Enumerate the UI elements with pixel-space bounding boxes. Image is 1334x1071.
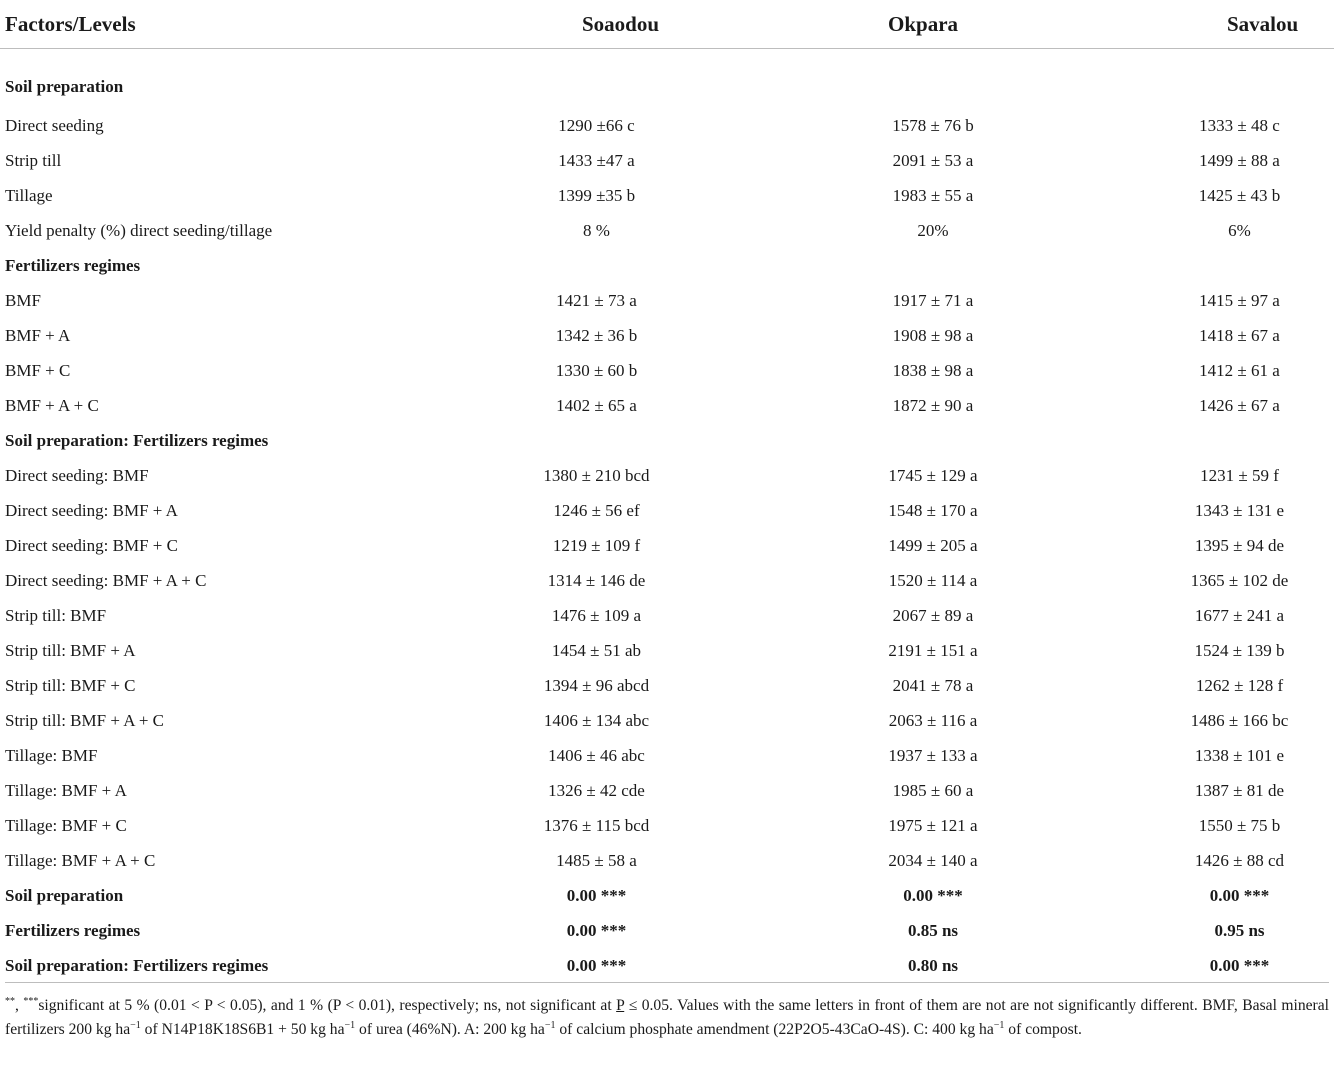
row-label: BMF + A xyxy=(5,326,71,345)
cell-savalou: 1550 ± 75 b xyxy=(1198,816,1281,835)
cell-okpara: 1499 ± 205 a xyxy=(888,536,978,555)
table-row xyxy=(0,354,1334,389)
cell-savalou: 1418 ± 67 a xyxy=(1199,326,1280,345)
row-label: Direct seeding: BMF + C xyxy=(5,536,178,555)
cell-okpara: 1548 ± 170 a xyxy=(888,501,978,520)
cell-okpara xyxy=(765,49,1105,109)
cell-savalou: 1425 ± 43 b xyxy=(1198,186,1281,205)
row-label: Soil preparation: Fertilizers regimes xyxy=(5,956,269,975)
cell-okpara xyxy=(765,424,1105,459)
footnote-text-5: of calcium phosphate amendment (22P2O5-43CaO-4S). C: 400 kg ha xyxy=(555,1021,994,1038)
row-label: Tillage: BMF xyxy=(5,746,98,765)
cell-soaodou: 1433 ±47 a xyxy=(558,151,635,170)
row-label: Direct seeding: BMF xyxy=(5,466,149,485)
footnote-exp-4: −1 xyxy=(993,1020,1005,1031)
cell-savalou: 1333 ± 48 c xyxy=(1199,116,1280,135)
table-header xyxy=(0,0,1334,49)
row-label: Strip till: BMF + C xyxy=(5,676,136,695)
cell-savalou: 0.00 *** xyxy=(1209,886,1270,905)
cell-okpara: 2041 ± 78 a xyxy=(892,676,974,695)
row-label: Direct seeding: BMF + A + C xyxy=(5,571,207,590)
row-label: Direct seeding xyxy=(5,116,104,135)
cell-okpara: 0.00 *** xyxy=(903,886,963,905)
table-row xyxy=(0,529,1334,564)
cell-okpara: 1983 ± 55 a xyxy=(892,186,974,205)
row-label: Tillage: BMF + C xyxy=(5,816,127,835)
cell-soaodou: 1402 ± 65 a xyxy=(556,396,637,415)
row-label: BMF + C xyxy=(5,361,71,380)
cell-savalou: 1426 ± 67 a xyxy=(1199,396,1280,415)
cell-okpara: 20% xyxy=(917,221,949,240)
table-row xyxy=(0,179,1334,214)
section-row xyxy=(0,879,1334,914)
cell-soaodou: 1406 ± 46 abc xyxy=(548,746,645,765)
cell-savalou: 6% xyxy=(1228,221,1251,240)
footnote-sep: , xyxy=(15,997,24,1014)
header-factors-levels: Factors/Levels xyxy=(0,0,420,49)
cell-okpara: 2063 ± 116 a xyxy=(888,711,978,730)
cell-okpara: 0.80 ns xyxy=(907,956,959,975)
cell-okpara: 1975 ± 121 a xyxy=(888,816,978,835)
cell-soaodou: 8 % xyxy=(583,221,610,240)
row-label: Soil preparation xyxy=(5,76,124,96)
cell-savalou: 1415 ± 97 a xyxy=(1199,291,1280,310)
cell-savalou: 0.00 *** xyxy=(1209,956,1270,975)
row-label: Tillage xyxy=(5,186,53,205)
row-label: Tillage: BMF + A xyxy=(5,781,127,800)
cell-savalou: 1412 ± 61 a xyxy=(1199,361,1280,380)
cell-okpara: 1985 ± 60 a xyxy=(892,781,974,800)
cell-soaodou: 1330 ± 60 b xyxy=(555,361,638,380)
footnote-text-4: of urea (46%N). A: 200 kg ha xyxy=(355,1021,545,1038)
cell-savalou: 1677 ± 241 a xyxy=(1194,606,1285,625)
cell-soaodou: 1376 ± 115 bcd xyxy=(543,816,650,835)
table-footnote xyxy=(5,994,1329,1042)
table-row xyxy=(0,284,1334,319)
cell-savalou: 0.95 ns xyxy=(1214,921,1265,940)
table-row xyxy=(0,389,1334,424)
cell-okpara: 0.85 ns xyxy=(907,921,959,940)
row-label: Tillage: BMF + A + C xyxy=(5,851,156,870)
row-label: Strip till xyxy=(5,151,62,170)
cell-soaodou xyxy=(420,49,765,109)
row-label: Fertilizers regimes xyxy=(5,256,141,275)
row-label: Fertilizers regimes xyxy=(5,921,141,940)
cell-okpara: 1872 ± 90 a xyxy=(892,396,974,415)
cell-soaodou: 1394 ± 96 abcd xyxy=(543,676,650,695)
cell-savalou xyxy=(1105,49,1334,109)
table-row xyxy=(0,459,1334,494)
cell-soaodou: 0.00 *** xyxy=(566,886,627,905)
cell-okpara: 1520 ± 114 a xyxy=(888,571,978,590)
table-row xyxy=(0,109,1334,144)
cell-soaodou: 1406 ± 134 abc xyxy=(543,711,650,730)
footnote-exp-1: −1 xyxy=(130,1020,141,1031)
cell-okpara: 1745 ± 129 a xyxy=(888,466,978,485)
cell-okpara: 2034 ± 140 a xyxy=(888,851,978,870)
cell-savalou: 1426 ± 88 cd xyxy=(1194,851,1285,870)
cell-soaodou: 1326 ± 42 cde xyxy=(548,781,645,800)
table-row xyxy=(0,844,1334,879)
cell-soaodou: 1380 ± 210 bcd xyxy=(543,466,650,485)
cell-okpara: 1838 ± 98 a xyxy=(892,361,974,380)
cell-soaodou: 0.00 *** xyxy=(566,921,627,940)
cell-soaodou: 1342 ± 36 b xyxy=(555,326,638,345)
table-row xyxy=(0,319,1334,354)
cell-savalou: 1524 ± 139 b xyxy=(1194,641,1285,660)
row-label: BMF + A + C xyxy=(5,396,99,415)
footnote-text-1: significant at 5 % (0.01 < P < 0.05), and 1 % (P < 0.01), respectively; ns, not significant at xyxy=(38,997,617,1014)
table-row xyxy=(0,494,1334,529)
table-row xyxy=(0,774,1334,809)
table-row xyxy=(0,214,1334,249)
header-row xyxy=(0,0,1334,49)
cell-savalou: 1365 ± 102 de xyxy=(1190,571,1289,590)
cell-savalou: 1499 ± 88 a xyxy=(1199,151,1280,170)
header-savalou: Savalou xyxy=(1105,0,1334,49)
footnote-divider xyxy=(5,982,1329,983)
footnote-text-3: of N14P18K18S6B1 + 50 kg ha xyxy=(140,1021,345,1038)
header-soaodou: Soaodou xyxy=(420,0,765,49)
cell-soaodou: 1454 ± 51 ab xyxy=(551,641,642,660)
footnote-sup-5pct: ** xyxy=(5,996,15,1007)
table-row xyxy=(0,599,1334,634)
cell-okpara: 1917 ± 71 a xyxy=(892,291,974,310)
row-label: Yield penalty (%) direct seeding/tillage xyxy=(5,221,273,240)
table-row xyxy=(0,144,1334,179)
section-row xyxy=(0,49,1334,109)
cell-okpara: 2191 ± 151 a xyxy=(888,641,978,660)
cell-soaodou: 1314 ± 146 de xyxy=(547,571,646,590)
cell-savalou xyxy=(1105,249,1334,284)
cell-savalou: 1343 ± 131 e xyxy=(1194,501,1285,520)
table-row xyxy=(0,669,1334,704)
cell-soaodou: 1219 ± 109 f xyxy=(552,536,641,555)
row-label: Soil preparation xyxy=(5,886,124,905)
cell-okpara: 2091 ± 53 a xyxy=(892,151,974,170)
footnote-p-underlined: P xyxy=(616,997,625,1014)
footnote-text-6: of compost. xyxy=(1004,1021,1082,1038)
row-label: Strip till: BMF + A + C xyxy=(5,711,165,730)
row-label: Soil preparation: Fertilizers regimes xyxy=(5,431,269,450)
table-row xyxy=(0,564,1334,599)
row-label: Direct seeding: BMF + A xyxy=(5,501,178,520)
cell-savalou: 1395 ± 94 de xyxy=(1194,536,1285,555)
cell-okpara: 2067 ± 89 a xyxy=(892,606,974,625)
cell-savalou xyxy=(1105,424,1334,459)
cell-savalou: 1387 ± 81 de xyxy=(1194,781,1285,800)
cell-soaodou xyxy=(420,249,765,284)
table-row xyxy=(0,809,1334,844)
cell-savalou: 1262 ± 128 f xyxy=(1195,676,1284,695)
row-label: Strip till: BMF xyxy=(5,606,107,625)
table-body xyxy=(0,49,1334,984)
table-row xyxy=(0,704,1334,739)
table-row xyxy=(0,739,1334,774)
cell-soaodou xyxy=(420,424,765,459)
cell-okpara: 1578 ± 76 b xyxy=(892,116,974,135)
cell-soaodou: 1476 ± 109 a xyxy=(551,606,642,625)
table-row xyxy=(0,634,1334,669)
footnote-exp-2: −1 xyxy=(344,1020,356,1031)
section-row xyxy=(0,249,1334,284)
cell-okpara: 1908 ± 98 a xyxy=(892,326,974,345)
cell-soaodou: 1421 ± 73 a xyxy=(556,291,637,310)
cell-soaodou: 0.00 *** xyxy=(566,956,627,975)
footnote-sup-1pct: *** xyxy=(23,996,39,1007)
cell-soaodou: 1485 ± 58 a xyxy=(556,851,637,870)
cell-okpara xyxy=(765,249,1105,284)
row-label: BMF xyxy=(5,291,41,310)
cell-savalou: 1338 ± 101 e xyxy=(1194,746,1285,765)
cell-soaodou: 1290 ±66 c xyxy=(558,116,635,135)
cell-soaodou: 1246 ± 56 ef xyxy=(553,501,640,520)
cell-okpara: 1937 ± 133 a xyxy=(888,746,978,765)
section-row xyxy=(0,424,1334,459)
cell-savalou: 1486 ± 166 bc xyxy=(1190,711,1289,730)
header-okpara: Okpara xyxy=(765,0,1105,49)
row-label: Strip till: BMF + A xyxy=(5,641,136,660)
cell-soaodou: 1399 ±35 b xyxy=(557,186,636,205)
cell-savalou: 1231 ± 59 f xyxy=(1200,466,1279,485)
section-row xyxy=(0,914,1334,949)
footnote-text-2: ≤ 0.05. Values with the same letters in front of them are not are not significantly different. BMF, Basal mineral fertilizers 200 kg ha xyxy=(5,997,1329,1038)
footnote-exp-3: −1 xyxy=(544,1020,556,1031)
section-row xyxy=(0,949,1334,984)
